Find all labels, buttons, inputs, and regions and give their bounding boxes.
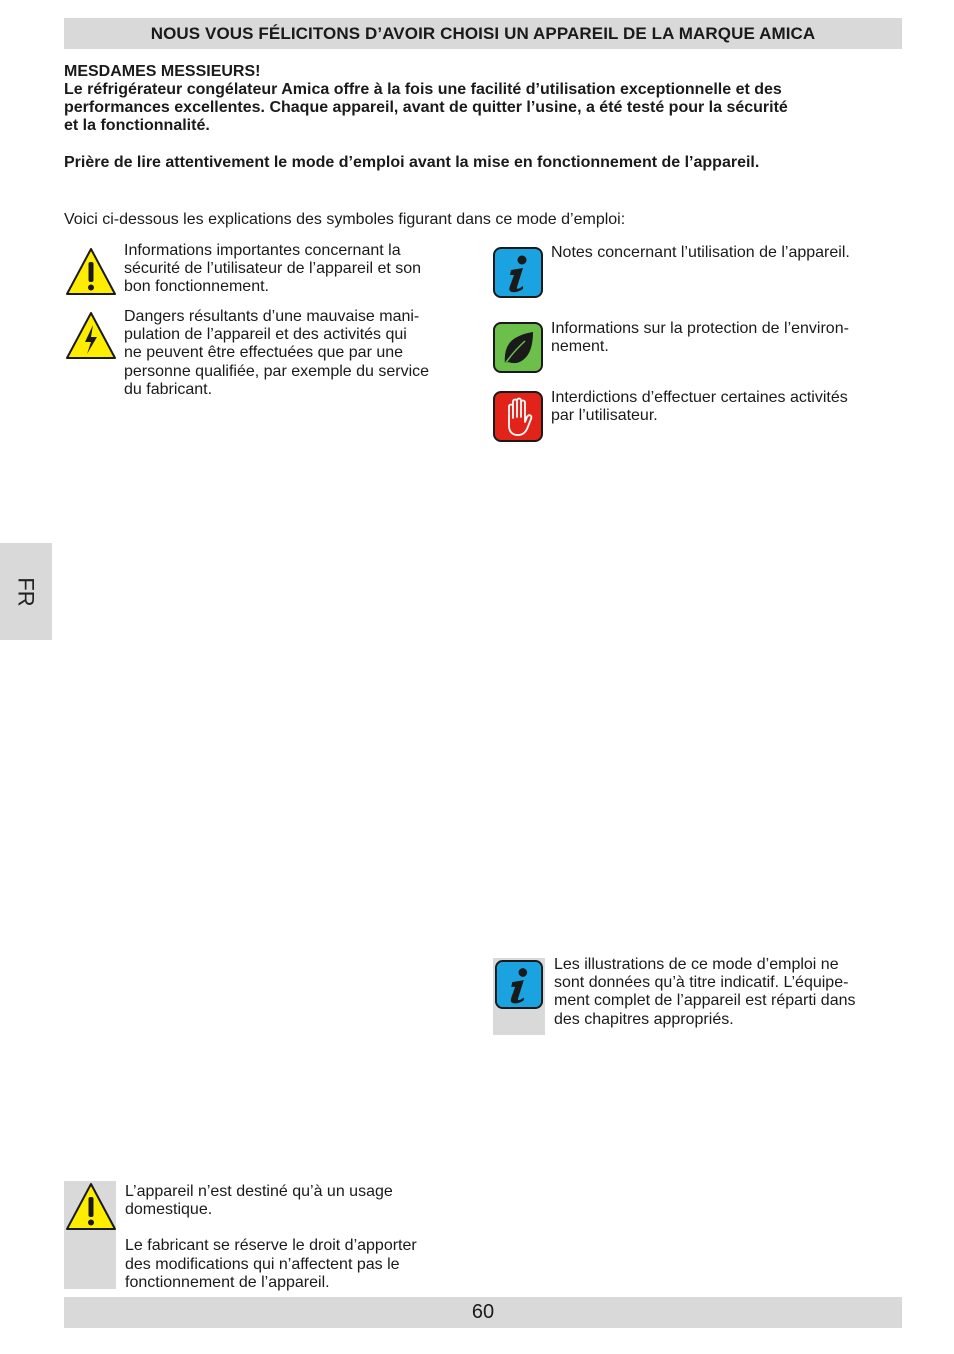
intro-block — [64, 63, 904, 135]
symbols-intro: Voici ci-dessous les explications des symboles figurant dans ce mode d’emploi: — [64, 211, 626, 228]
notice: Prière de lire attentivement le mode d’emploi avant la mise en fonctionnement de l’appareil. — [64, 154, 760, 171]
footer-bar — [64, 1297, 902, 1328]
intro-line: Le réfrigérateur congélateur Amica offre à la fois une facilité d’utilisation exceptionnelle et des — [64, 81, 782, 98]
page-title: NOUS VOUS FÉLICITONS D’AVOIR CHOISI UN APPAREIL DE LA MARQUE AMICA — [150, 23, 816, 43]
info-icon — [493, 247, 543, 298]
info-note-text: Les illustrations de ce mode d’emploi ne sont données qu’à titre indicatif. L’équipe- ment complet de l’appareil est réparti dans des chapitres appropriés. — [554, 956, 856, 1028]
intro-line: et la fonctionnalité. — [64, 117, 210, 134]
warning-note-text: L’appareil n’est destiné qu’à un usage domestique. Le fabricant se réserve le droit d’apporter des modifications qui n’affectent pas le fonctionnement de l’appareil. — [125, 1183, 417, 1291]
info-icon — [495, 960, 543, 1009]
warning-description: Informations importantes concernant la sécurité de l’utilisateur de l’appareil et son bon fonctionnement. — [124, 242, 422, 296]
prohibition-description: Interdictions d’effectuer certaines activités par l’utilisateur. — [551, 389, 848, 425]
language-tab — [0, 543, 52, 640]
leaf-icon — [493, 322, 543, 373]
intro-line: performances excellentes. Chaque appareil, avant de quitter l’usine, a été testé pour la sécurité — [64, 99, 788, 116]
warning-icon — [65, 246, 117, 298]
danger-description: Dangers résultants d’une mauvaise mani- pulation de l’appareil et des activités qui ne peuvent être effectuées que par une personne qualifiée, par exemple du service du fabricant. — [124, 308, 430, 398]
page-number: 60 — [471, 1301, 495, 1323]
environment-description: Informations sur la protection de l’environ- nement. — [551, 320, 849, 356]
language-code: FR — [13, 576, 39, 607]
electric-hazard-icon — [65, 310, 117, 362]
warning-icon — [65, 1181, 117, 1233]
info-description: Notes concernant l’utilisation de l’appareil. — [551, 244, 850, 261]
salutation: MESDAMES MESSIEURS! — [64, 63, 261, 80]
stop-hand-icon — [493, 391, 543, 442]
header-bar — [64, 18, 902, 49]
